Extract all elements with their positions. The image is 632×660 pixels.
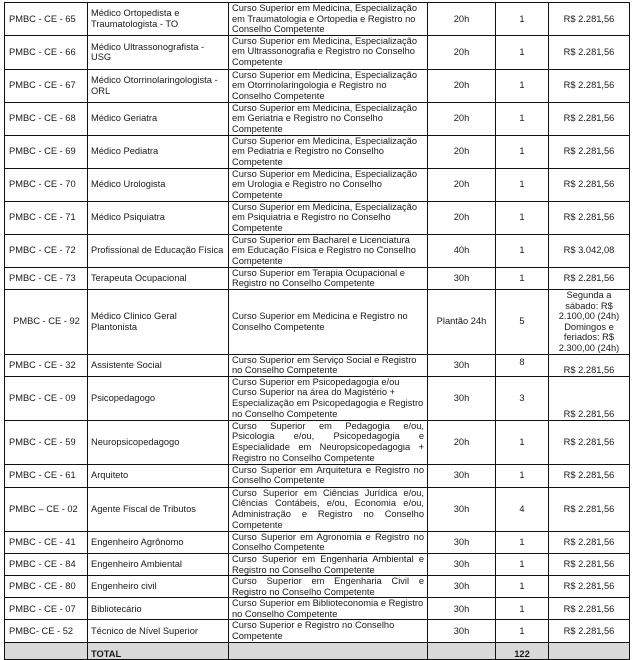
positions-table [4,2,630,660]
table-row [5,267,630,289]
position-hours: Plantão 24h [428,289,496,354]
position-vacancies: 4 [496,487,549,531]
position-salary: R$ 2.281,56 [549,420,630,464]
position-hours: 30h [428,376,496,420]
position-title: Médico Geriatra [88,102,229,135]
position-requirement: Curso Superior em Pedagogia e/ou, Psicologia e/ou, Psicopedagogia e Especialidade em Neuropsicopedagogia + Registro no Conselho Competente [229,420,428,464]
position-vacancies: 1 [496,420,549,464]
table-row [5,3,630,36]
position-salary: R$ 2.281,56 [549,576,630,598]
table-row [5,35,630,69]
position-requirement: Curso Superior em Medicina, Especialização em Otorrinolaringologia e Registro no Conselho Competente [229,69,428,102]
table-row [5,69,630,102]
position-hours: 20h [428,102,496,135]
table-row [5,531,630,553]
position-code: PMBC - CE - 59 [5,420,88,464]
position-hours: 20h [428,3,496,36]
position-requirement: Curso Superior em Medicina, Especialização em Geriatria e Registro no Conselho Competente [229,102,428,135]
position-code: PMBC - CE - 84 [5,553,88,575]
position-hours: 30h [428,576,496,598]
table-row [5,598,630,620]
position-salary: R$ 2.281,56 [549,69,630,102]
position-requirement: Curso Superior em Engenharia Civil e Registro no Conselho Competente [229,576,428,598]
position-title: Bibliotecário [88,598,229,620]
position-vacancies: 1 [496,576,549,598]
position-requirement: Curso Superior em Arquitetura e Registro no Conselho Competente [229,464,428,487]
position-vacancies: 5 [496,289,549,354]
position-hours: 20h [428,69,496,102]
position-title: Psicopedagogo [88,376,229,420]
position-requirement: Curso Superior em Engenharia Ambiental e Registro no Conselho Competente [229,553,428,575]
position-code: PMBC - CE - 80 [5,576,88,598]
table-row [5,201,630,234]
position-salary: R$ 2.281,56 [549,598,630,620]
position-title: Terapeuta Ocupacional [88,267,229,289]
position-title: Engenheiro Ambiental [88,553,229,575]
position-code: PMBC - CE - 61 [5,464,88,487]
position-title: Técnico de Nível Superior [88,620,229,643]
position-requirement: Curso Superior em Terapia Ocupacional e Registro no Conselho Competente [229,267,428,289]
position-title: Neuropsicopedagogo [88,420,229,464]
position-salary: R$ 2.281,56 [549,201,630,234]
position-vacancies: 1 [496,267,549,289]
position-salary: R$ 2.281,56 [549,267,630,289]
position-vacancies: 1 [496,135,549,168]
total-label: TOTAL [88,643,229,660]
position-code: PMBC - CE - 67 [5,69,88,102]
position-title: Médico Otorrinolaringologista - ORL [88,69,229,102]
table-row [5,620,630,643]
position-code: PMBC - CE - 73 [5,267,88,289]
position-vacancies: 3 [496,376,549,420]
position-code: PMBC - CE - 71 [5,201,88,234]
table-row [5,102,630,135]
position-requirement: Curso Superior em Bacharel e Licenciatura em Educação Física e Registro no Conselho Competente [229,234,428,267]
position-code: PMBC - CE - 41 [5,531,88,553]
position-salary: R$ 2.281,56 [549,3,630,36]
position-vacancies: 1 [496,234,549,267]
position-code: PMBC - CE - 09 [5,376,88,420]
position-salary: R$ 2.281,56 [549,102,630,135]
position-title: Profissional de Educação Física [88,234,229,267]
position-requirement: Curso Superior em Psicopedagogia e/ou Curso Superior na área do Magistério + Especialização em Psicopedagogia e Registro no Conselho Competente [229,376,428,420]
position-vacancies: 1 [496,464,549,487]
position-requirement: Curso Superior em Medicina, Especialização em Traumatologia e Ortopedia e Registro no Conselho Competente [229,3,428,36]
position-code: PMBC - CE - 07 [5,598,88,620]
position-vacancies: 1 [496,620,549,643]
position-title: Arquiteto [88,464,229,487]
position-requirement: Curso Superior em Agronomia e Registro no Conselho Competente [229,531,428,553]
position-title: Médico Urologista [88,168,229,201]
position-hours: 30h [428,553,496,575]
position-requirement: Curso Superior em Medicina, Especialização em Ultrassonografia e Registro no Conselho Competente [229,35,428,69]
position-title: Médico Clinico Geral Plantonista [88,289,229,354]
position-requirement: Curso Superior e Registro no Conselho Competente [229,620,428,643]
position-title: Médico Pediatra [88,135,229,168]
position-salary: R$ 2.281,56 [549,354,630,376]
position-salary: R$ 2.281,56 [549,35,630,69]
position-salary: R$ 3.042,08 [549,234,630,267]
position-vacancies: 1 [496,598,549,620]
position-requirement: Curso Superior em Serviço Social e Registro no Conselho Competente [229,354,428,376]
position-requirement: Curso Superior em Medicina, Especialização em Psiquiatria e Registro no Conselho Competente [229,201,428,234]
position-salary: R$ 2.281,56 [549,464,630,487]
position-requirement: Curso Superior em Biblioteconomia e Registro no Conselho Competente [229,598,428,620]
table-row [5,234,630,267]
position-vacancies: 1 [496,201,549,234]
position-title: Assistente Social [88,354,229,376]
position-vacancies: 1 [496,35,549,69]
position-hours: 30h [428,487,496,531]
table-row [5,376,630,420]
position-salary: Segunda a sábado: R$ 2.100,00 (24h) Domingos e feriados: R$ 2.300,00 (24h) [549,289,630,354]
position-hours: 40h [428,234,496,267]
position-salary: R$ 2.281,56 [549,620,630,643]
position-hours: 30h [428,620,496,643]
position-vacancies: 1 [496,69,549,102]
position-hours: 20h [428,135,496,168]
position-title: Agente Fiscal de Tributos [88,487,229,531]
position-vacancies: 1 [496,168,549,201]
position-code: PMBC- CE - 52 [5,620,88,643]
position-hours: 30h [428,354,496,376]
position-title: Médico Psiquiatra [88,201,229,234]
position-salary: R$ 2.281,56 [549,168,630,201]
table-row [5,553,630,575]
total-row [5,643,630,660]
position-vacancies: 8 [496,354,549,376]
position-requirement: Curso Superior em Ciências Jurídica e/ou, Ciências Contábeis, e/ou, Economia e/ou, Administração e Registro no Conselho Competente [229,487,428,531]
total-vacancies: 122 [496,643,549,660]
position-hours: 30h [428,598,496,620]
position-salary: R$ 2.281,56 [549,553,630,575]
position-vacancies: 1 [496,3,549,36]
position-code: PMBC - CE - 32 [5,354,88,376]
position-hours: 20h [428,168,496,201]
table-row [5,354,630,376]
position-requirement: Curso Superior em Medicina, Especialização em Urologia e Registro no Conselho Competente [229,168,428,201]
table-row [5,464,630,487]
table-row [5,135,630,168]
position-requirement: Curso Superior em Medicina, Especialização em Pediatria e Registro no Conselho Competente [229,135,428,168]
total-empty-cell [229,643,428,660]
position-hours: 20h [428,35,496,69]
total-empty-cell [428,643,496,660]
position-salary: R$ 2.281,56 [549,376,630,420]
position-title: Engenheiro civil [88,576,229,598]
position-hours: 20h [428,201,496,234]
position-code: PMBC - CE - 70 [5,168,88,201]
position-code: PMBC - CE - 72 [5,234,88,267]
position-title: Médico Ultrassonografista - USG [88,35,229,69]
total-empty-cell [549,643,630,660]
position-hours: 30h [428,464,496,487]
position-salary: R$ 2.281,56 [549,135,630,168]
position-hours: 30h [428,267,496,289]
position-vacancies: 1 [496,553,549,575]
position-code: PMBC - CE - 66 [5,35,88,69]
position-vacancies: 1 [496,531,549,553]
position-requirement: Curso Superior em Medicina e Registro no Conselho Competente [229,289,428,354]
table-row [5,168,630,201]
table-row [5,420,630,464]
total-empty-cell [5,643,88,660]
position-hours: 20h [428,420,496,464]
position-salary: R$ 2.281,56 [549,487,630,531]
table-row [5,576,630,598]
position-salary: R$ 2.281,56 [549,531,630,553]
position-title: Engenheiro Agrônomo [88,531,229,553]
position-hours: 30h [428,531,496,553]
table-row [5,487,630,531]
position-title: Médico Ortopedista e Traumatologista - TO [88,3,229,36]
position-code: PMBC - CE - 69 [5,135,88,168]
position-code: PMBC - CE - 68 [5,102,88,135]
position-code: PMBC - CE - 92 [5,289,88,354]
position-code: PMBC – CE - 02 [5,487,88,531]
table-row [5,289,630,354]
position-vacancies: 1 [496,102,549,135]
position-code: PMBC - CE - 65 [5,3,88,36]
